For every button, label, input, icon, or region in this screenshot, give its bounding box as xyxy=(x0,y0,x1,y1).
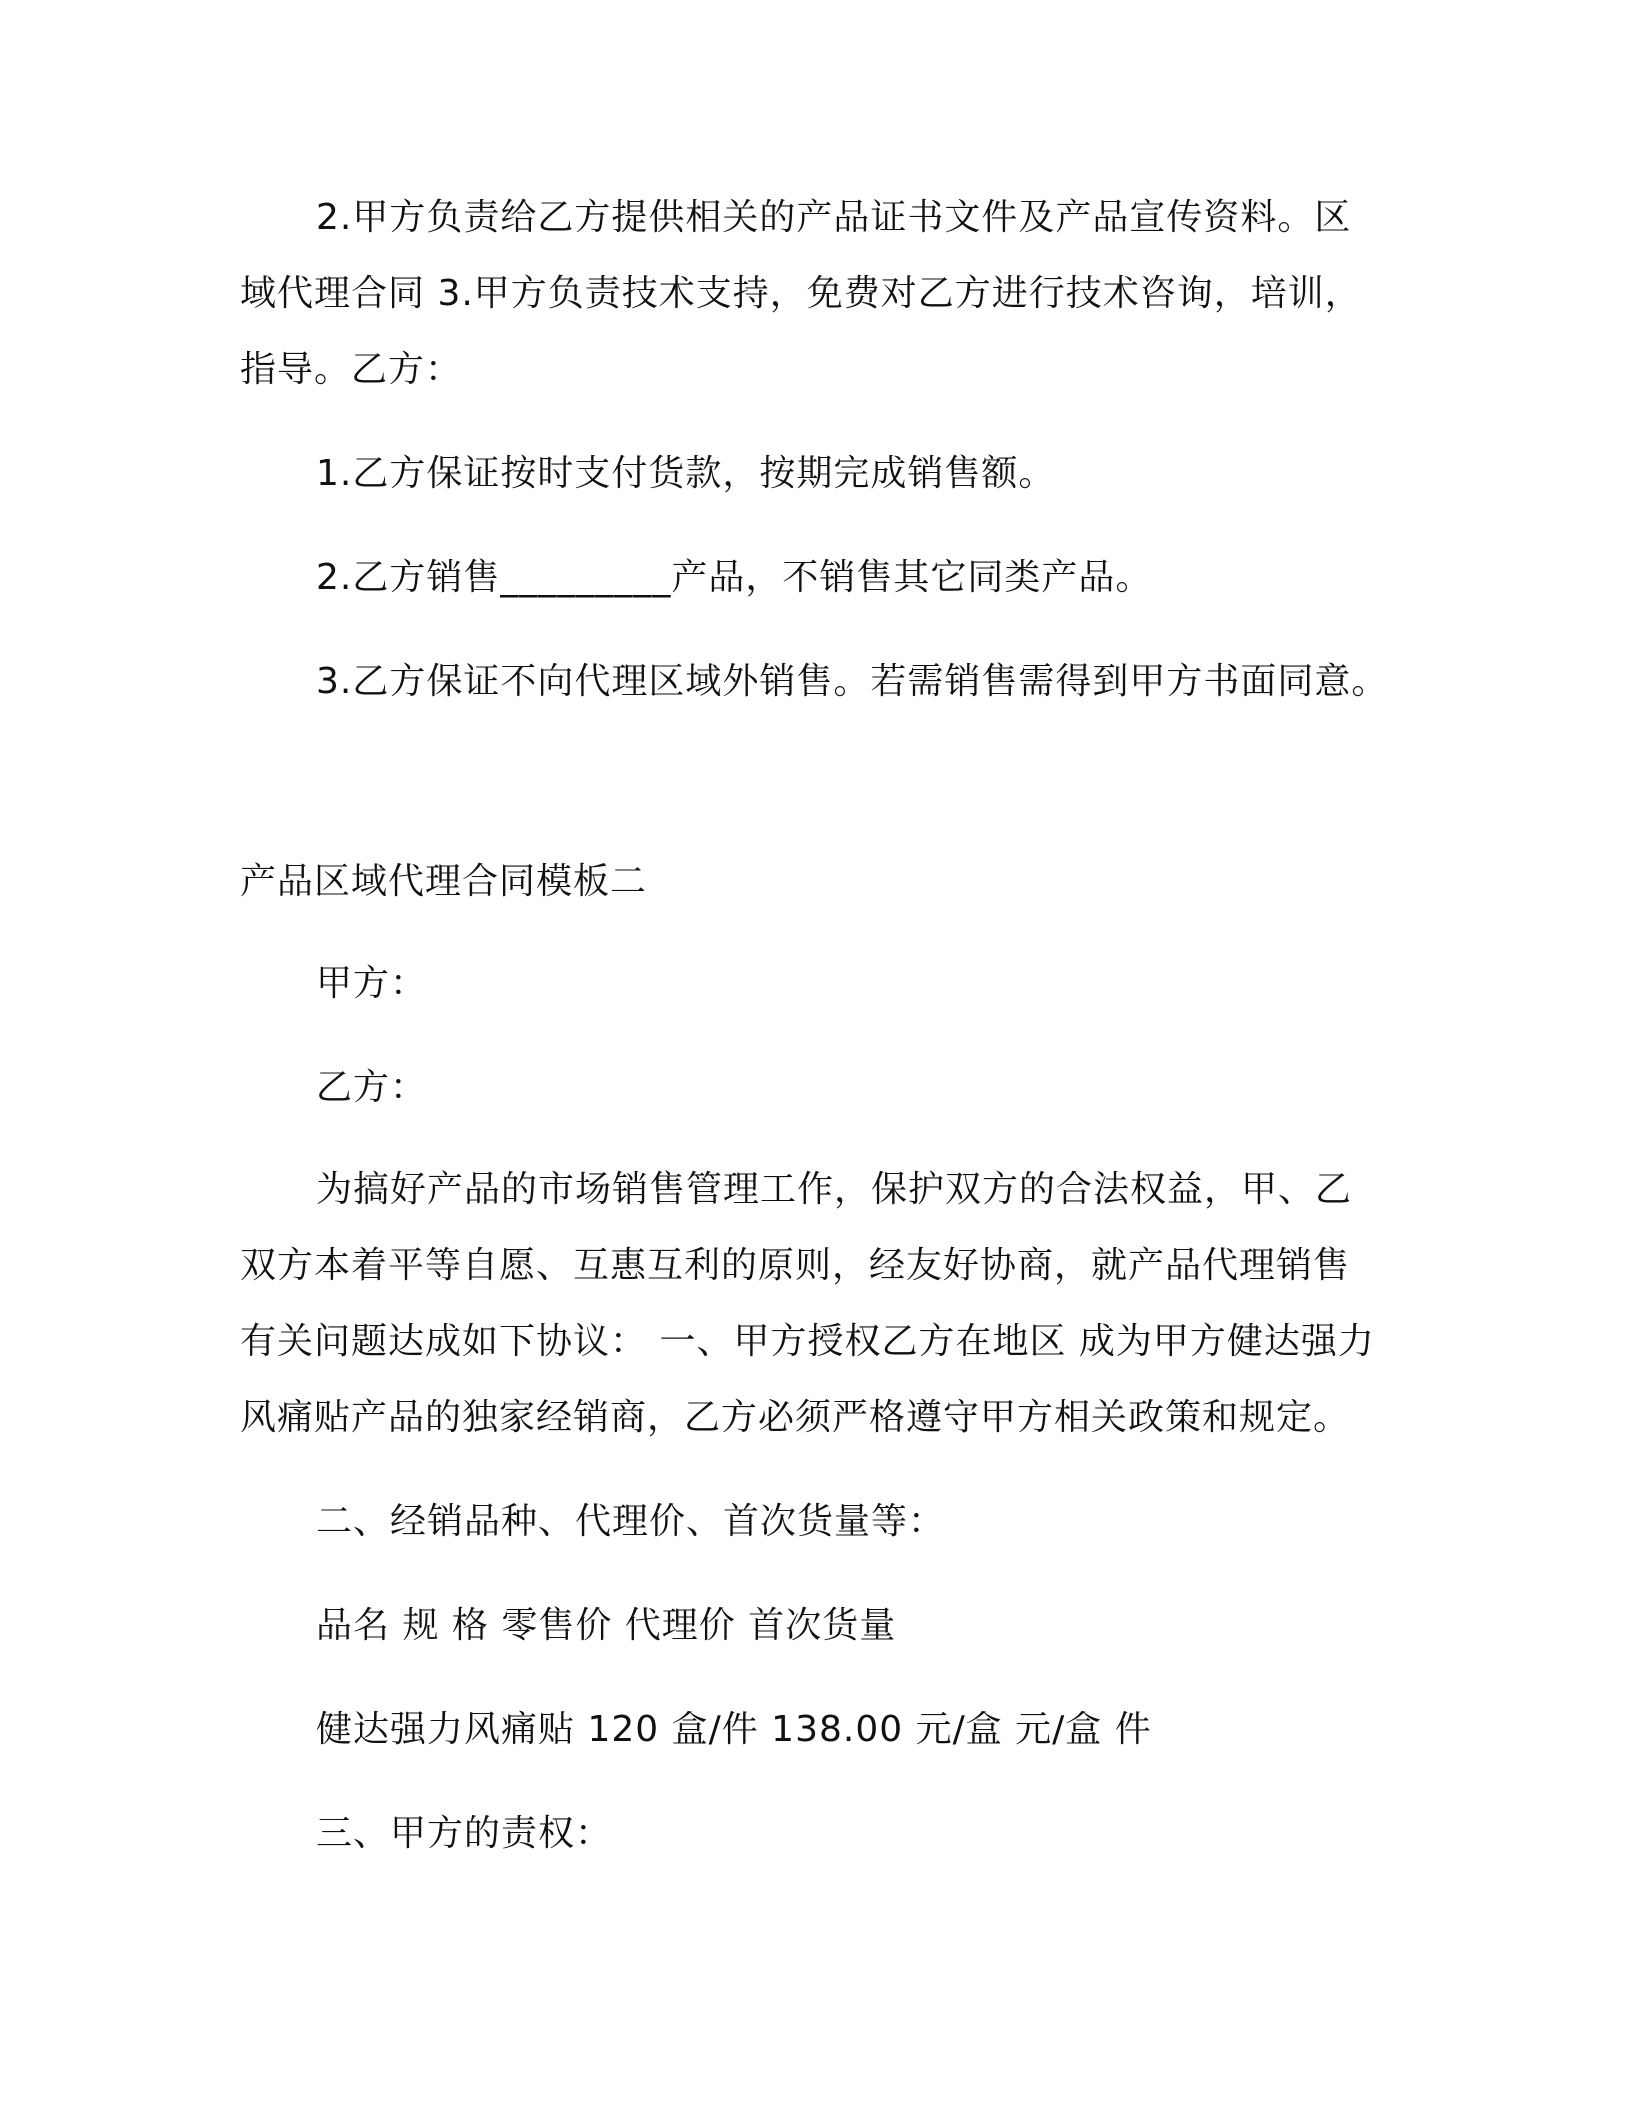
party-b-label: 乙方： xyxy=(316,1067,428,1108)
paragraph-line: 风痛贴产品的独家经销商，乙方必须严格遵守甲方相关政策和规定。 xyxy=(240,1397,1351,1438)
paragraph-line: 1.乙方保证按时支付货款，按期完成销售额。 xyxy=(316,453,1056,494)
paragraph-line: 有关问题达成如下协议： 一、甲方授权乙方在地区 成为甲方健达强力 xyxy=(240,1321,1375,1362)
paragraph-line: 域代理合同 3.甲方负责技术支持，免费对乙方进行技术咨询，培训， xyxy=(240,273,1362,314)
paragraph-line: 为搞好产品的市场销售管理工作，保护双方的合法权益，甲、乙 xyxy=(316,1169,1353,1210)
paragraph-line: 指导。乙方： xyxy=(240,349,463,390)
paragraph-line: 3.乙方保证不向代理区域外销售。若需销售需得到甲方书面同意。 xyxy=(316,661,1389,702)
paragraph-line: 2.乙方销售_________产品，不销售其它同类产品。 xyxy=(316,557,1153,598)
product-table-row: 健达强力风痛贴 120 盒/件 138.00 元/盒 元/盒 件 xyxy=(316,1709,1152,1750)
paragraph-line: 双方本着平等自愿、互惠互利的原则，经友好协商，就产品代理销售 xyxy=(240,1245,1351,1286)
party-a-label: 甲方： xyxy=(316,963,428,1004)
product-table-header: 品名 规 格 零售价 代理价 首次货量 xyxy=(316,1605,897,1646)
clause-heading: 三、甲方的责权： xyxy=(316,1813,613,1854)
clause-heading: 二、经销品种、代理价、首次货量等： xyxy=(316,1501,946,1542)
paragraph-line: 2.甲方负责给乙方提供相关的产品证书文件及产品宣传资料。区 xyxy=(316,197,1352,238)
section-title: 产品区域代理合同模板二 xyxy=(240,861,648,902)
